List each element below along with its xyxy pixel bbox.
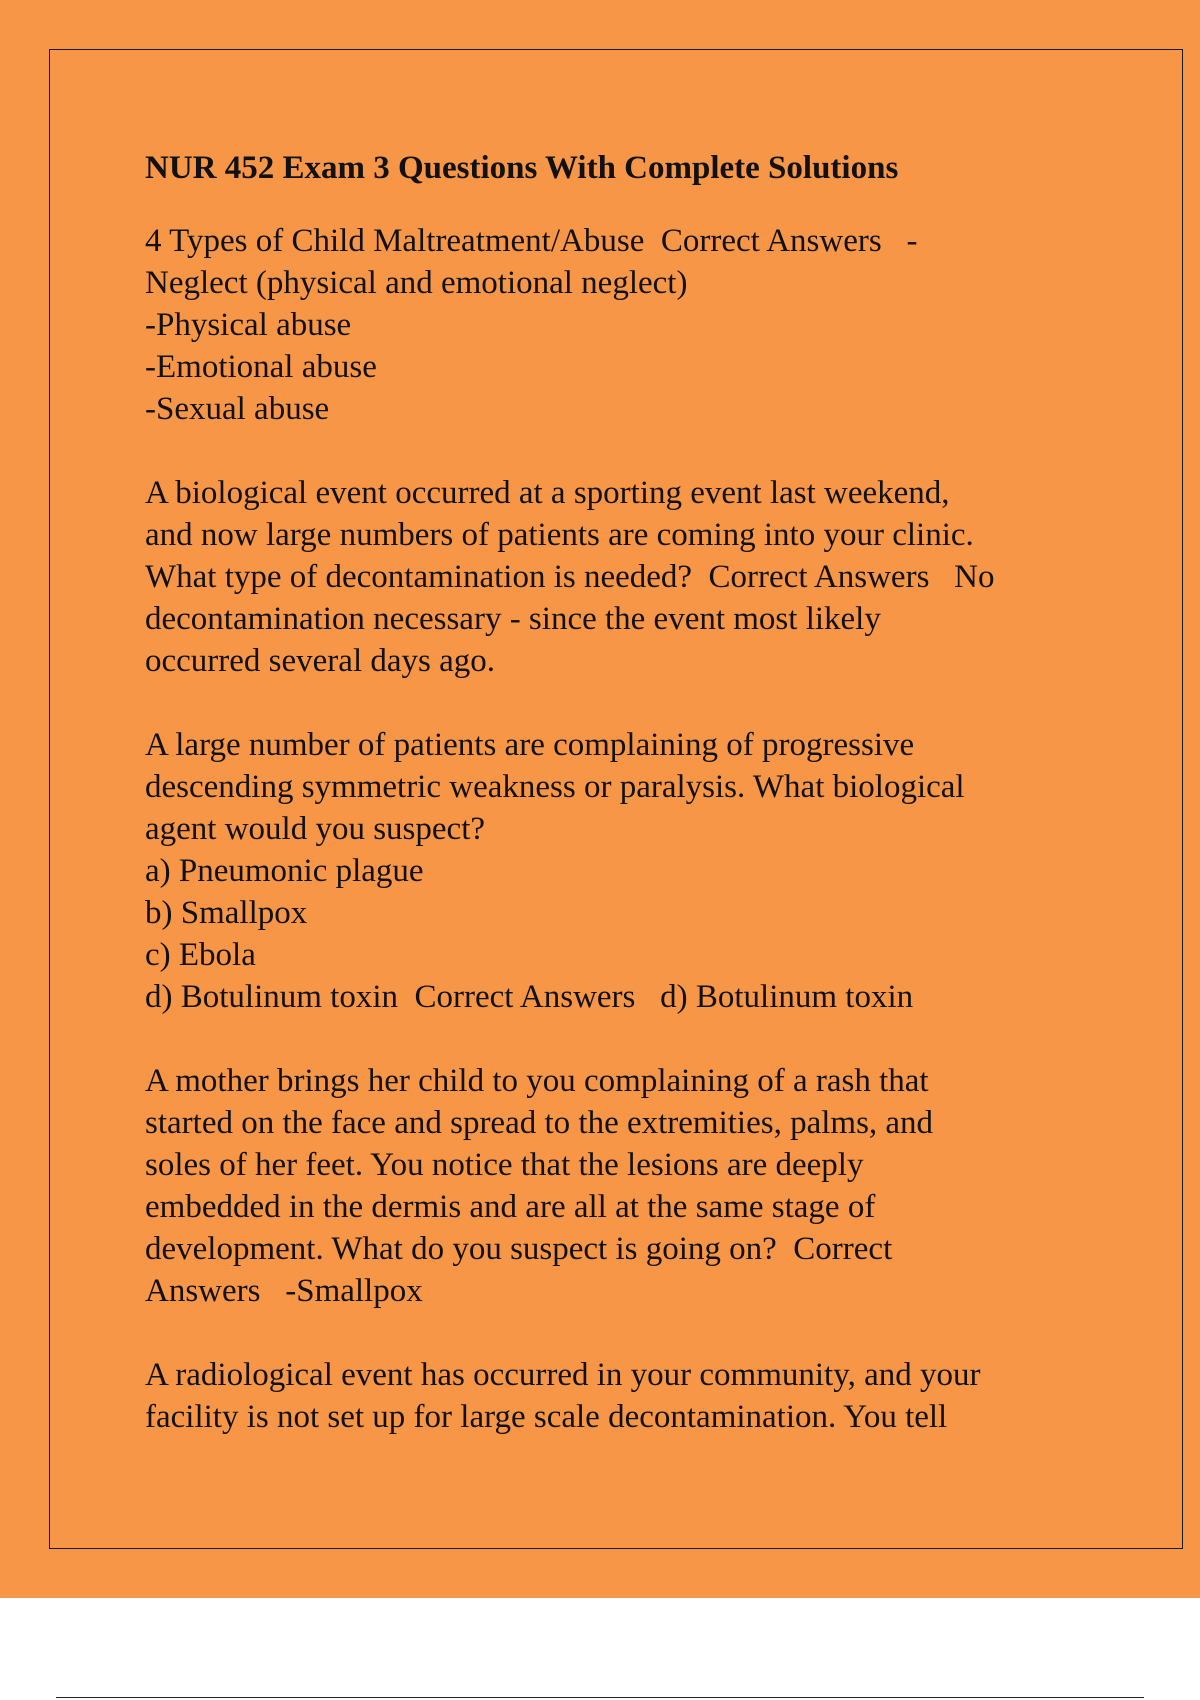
qa-item: [145, 724, 1105, 1018]
text-line: a) Pneumonic plague: [145, 853, 424, 889]
text-line: A large number of patients are complaining of progressive: [145, 727, 915, 763]
text-line: soles of her feet. You notice that the lesions are deeply: [145, 1147, 864, 1183]
text-line: descending symmetric weakness or paralysis. What biological: [145, 769, 965, 805]
text-line: -Sexual abuse: [145, 391, 330, 427]
text-line: A mother brings her child to you complaining of a rash that: [145, 1063, 929, 1099]
text-line: c) Ebola: [145, 937, 256, 973]
text-line: decontamination necessary - since the event most likely: [145, 601, 881, 637]
document-title: NUR 452 Exam 3 Questions With Complete Solutions: [145, 150, 899, 186]
text-line: started on the face and spread to the extremities, palms, and: [145, 1105, 934, 1141]
next-page-top-rule: [56, 1697, 1144, 1698]
text-line: embedded in the dermis and are all at the same stage of: [145, 1189, 876, 1225]
qa-item: [145, 1060, 1105, 1312]
text-line: 4 Types of Child Maltreatment/Abuse Correct Answers -: [145, 223, 918, 259]
text-line: -Emotional abuse: [145, 349, 377, 385]
qa-item: [145, 472, 1105, 682]
text-line: and now large numbers of patients are coming into your clinic.: [145, 517, 974, 553]
text-line: Answers -Smallpox: [145, 1273, 423, 1309]
qa-item: [145, 220, 1105, 430]
text-line: facility is not set up for large scale decontamination. You tell: [145, 1399, 948, 1435]
document-content: [145, 138, 1105, 1480]
text-line: b) Smallpox: [145, 895, 308, 931]
text-line: A radiological event has occurred in your community, and your: [145, 1357, 981, 1393]
text-line: Neglect (physical and emotional neglect): [145, 265, 688, 301]
text-line: -Physical abuse: [145, 307, 352, 343]
text-line: What type of decontamination is needed? Correct Answers No: [145, 559, 995, 595]
text-line: agent would you suspect?: [145, 811, 486, 847]
text-line: occurred several days ago.: [145, 643, 495, 679]
text-line: development. What do you suspect is going on? Correct: [145, 1231, 893, 1267]
text-line: A biological event occurred at a sporting event last weekend,: [145, 475, 950, 511]
qa-item: [145, 1354, 1105, 1438]
text-line: d) Botulinum toxin Correct Answers d) Botulinum toxin: [145, 979, 914, 1015]
